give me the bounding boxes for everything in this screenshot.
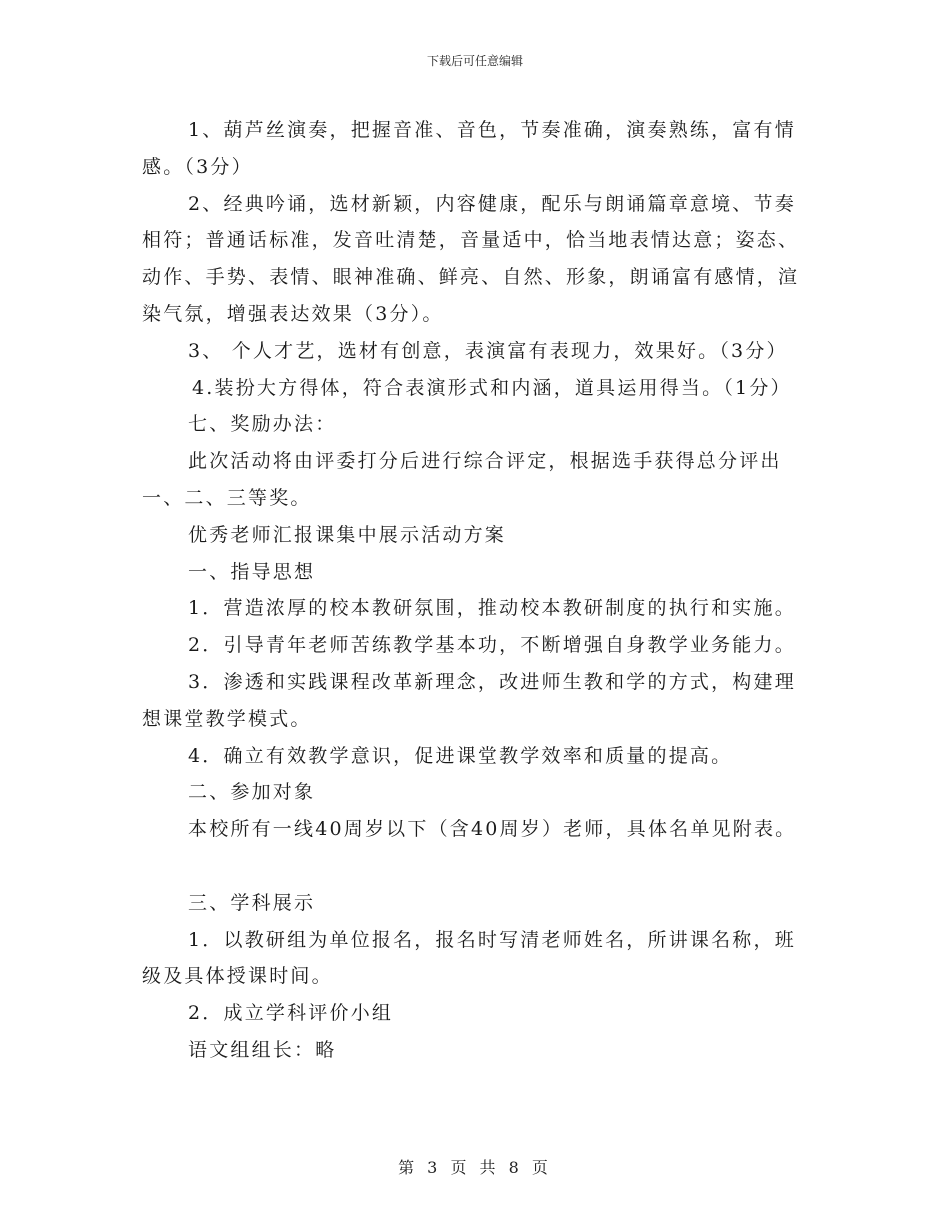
list-item-guiding-4: 4．确立有效教学意识，促进课堂教学效率和质量的提高。 <box>188 744 733 767</box>
page-header: 下载后可任意编辑 <box>426 54 523 68</box>
blank-line <box>142 848 810 885</box>
paragraph-hulusi: 1、葫芦丝演奏，把握音准、音色，节奏准确，演奏熟练，富有情感。（3分） <box>142 119 796 178</box>
list-item-guiding-2: 2．引导青年老师苦练教学基本功，不断增强自身教学业务能力。 <box>188 634 796 657</box>
paragraph-recitation: 2、经典吟诵，选材新颖，内容健康，配乐与朗诵篇章意境、节奏相符；普通话标准，发音吐清楚，音量适中，恰当地表情达意；姿态、动作、手势、表情、眼神准确、鲜亮、自然、形象，朗诵富有感情，渲染气氛，增强表达效果（3分）。 <box>142 192 800 325</box>
list-item-guiding-1: 1．营造浓厚的校本教研氛围，推动校本教研制度的执行和实施。 <box>188 597 796 620</box>
section-heading-participants: 二、参加对象 <box>188 781 316 804</box>
section-heading-guiding: 一、指导思想 <box>188 560 316 583</box>
document-body <box>142 112 810 1069</box>
list-item-subjects-2: 2．成立学科评价小组 <box>188 1002 394 1025</box>
list-item-subjects-1: 1．以教研组为单位报名，报名时写清老师姓名，所讲课名称，班级及具体授课时间。 <box>142 928 796 988</box>
paragraph-chinese-group: 语文组组长：略 <box>188 1038 337 1061</box>
section-heading-subjects: 三、学科展示 <box>188 891 316 914</box>
list-item-guiding-3: 3．渗透和实践课程改革新理念，改进师生教和学的方式，构建理想课堂教学模式。 <box>142 670 796 730</box>
paragraph-talent: 3、 个人才艺，选材有创意，表演富有表现力，效果好。（3分） <box>188 339 788 362</box>
paragraph-costume: 4.装扮大方得体，符合表演形式和内涵，道具运用得当。（1分） <box>192 376 792 399</box>
paragraph-rewards: 此次活动将由评委打分后进行综合评定，根据选手获得总分评出一、二、三等奖。 <box>142 450 782 509</box>
plan-title: 优秀老师汇报课集中展示活动方案 <box>188 523 507 546</box>
section-heading-rewards: 七、奖励办法： <box>188 413 337 436</box>
paragraph-participants: 本校所有一线40周岁以下（含40周岁）老师，具体名单见附表。 <box>188 818 797 841</box>
page-footer: 第 3 页 共 8 页 <box>398 1158 552 1177</box>
